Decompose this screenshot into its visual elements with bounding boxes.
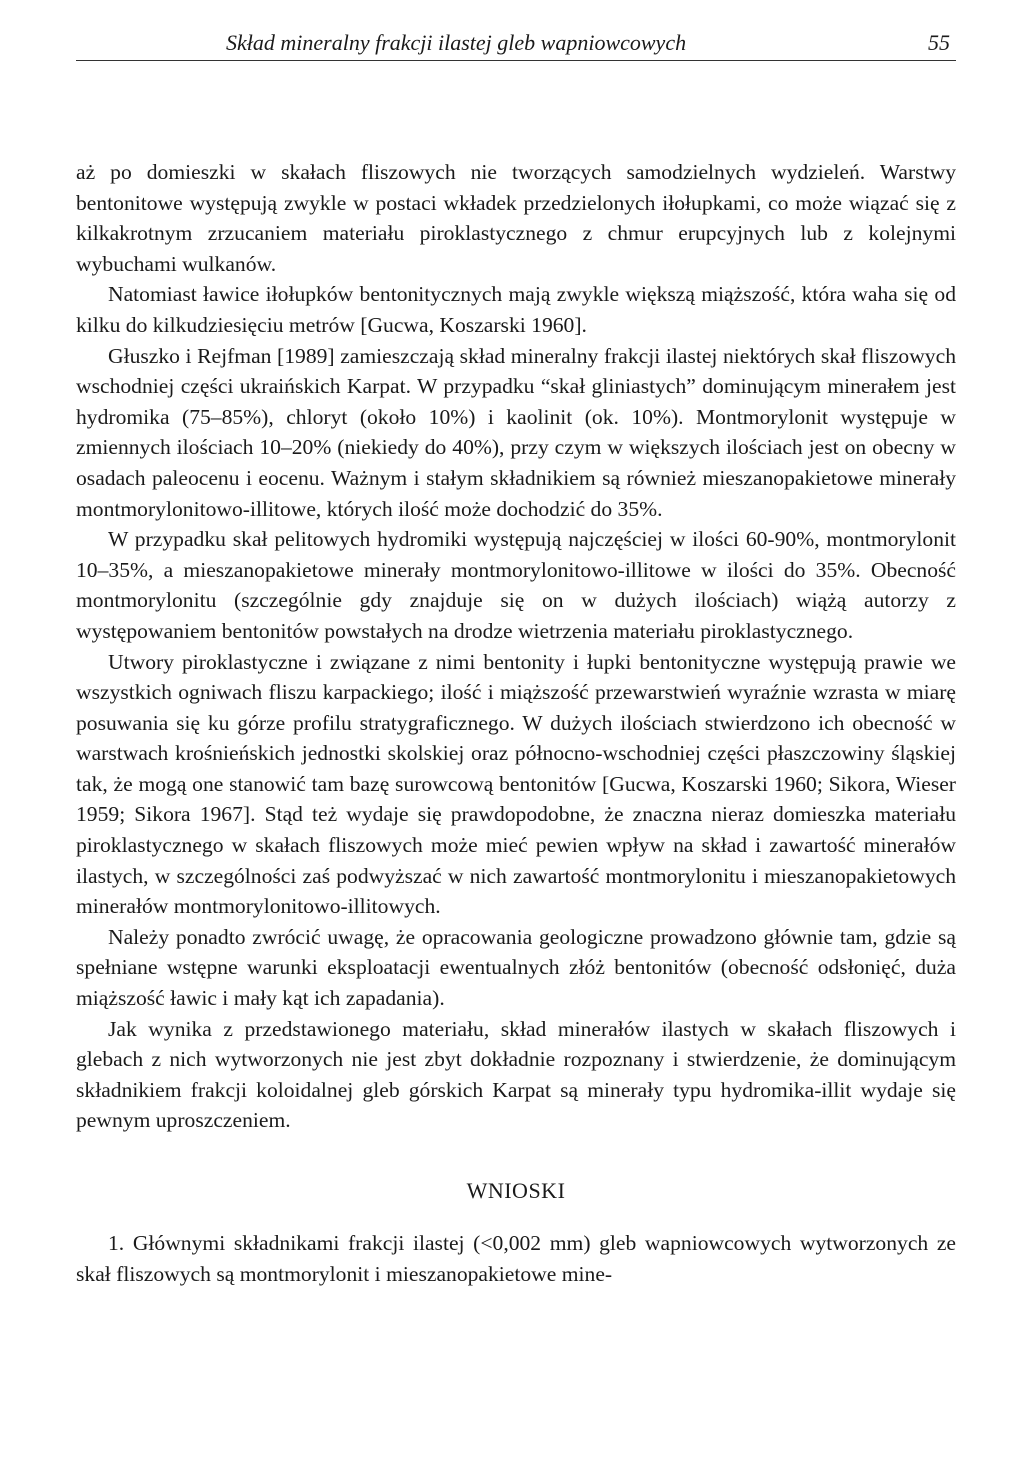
paragraph: Należy ponadto zwrócić uwagę, że opracowania geologiczne prowadzono głównie tam, gdzie są spełniane wstępne warunki eksploatacji ewentualnych złóż bentonitów (obecność odsłonięć, duża miąższość ławic i mały kąt ich zapadania). bbox=[76, 924, 956, 1011]
paragraph: Głuszko i Rejfman [1989] zamieszczają skład mineralny frakcji ilastej niektórych skał fliszowych wschodniej części ukraińskich Karpat. W przypadku “skał gliniastych” dominującym minerałem jest hydromika (75–85%), chloryt (około 10%) i kaolinit (ok. 10%). Montmorylonit występuje w zmiennych ilościach 10–20% (niekiedy do 40%), przy czym w większych ilościach jest on obecny w osadach paleocenu i eocenu. Ważnym i stałym składnikiem są również mieszanopakietowe minerały montmorylonitowo-illitowe, których ilość może dochodzić do 35%. bbox=[76, 343, 956, 521]
page bbox=[76, 28, 956, 1289]
paragraph: Natomiast ławice iłołupków bentonitycznych mają zwykle większą miąższość, która waha się od kilku do kilkudziesięciu metrów [Gucwa, Koszarski 1960]. bbox=[76, 282, 956, 337]
paragraph: Utwory piroklastyczne i związane z nimi bentonity i łupki bentonityczne występują prawie we wszystkich ogniwach fliszu karpackiego; ilość i miąższość przewarstwień wyraźnie wzrasta w miarę posuwania się ku górze profilu stratygraficznego. W dużych ilościach stwierdzono ich obecność w warstwach krośnieńskich jednostki skolskiej oraz północno-wschodniej części płaszczowiny śląskiej tak, że mogą one stanowić tam bazę surowcową bentonitów [Gucwa, Koszarski 1960; Sikora, Wieser 1959; Sikora 1967]. Stąd też wydaje się prawdopodobne, że znaczna nieraz domieszka materiału piroklastycznego w skałach fliszowych może mieć pewien wpływ na skład i zawartość minerałów ilastych, w szczególności zaś podwyższać w nich zawartość montmorylonitu i mieszanopakietowych minerałów montmorylonitowo-illitowych. bbox=[76, 649, 956, 919]
section-heading: WNIOSKI bbox=[466, 1178, 566, 1203]
body-text bbox=[76, 157, 956, 1136]
paragraph: Jak wynika z przedstawionego materiału, skład minerałów ilastych w skałach fliszowych i glebach z nich wytworzonych nie jest zbyt dokładnie rozpoznany i stwierdzenie, że dominującym składnikiem frakcji koloidalnej gleb górskich Karpat są minerały typu hydromika-illit wydaje się pewnym uproszczeniem. bbox=[76, 1016, 956, 1133]
conclusions-list bbox=[76, 1228, 956, 1289]
running-title: Skład mineralny frakcji ilastej gleb wapniowcowych bbox=[226, 30, 687, 55]
running-header bbox=[76, 28, 956, 61]
conclusion-item: 1. Głównymi składnikami frakcji ilastej (<0,002 mm) gleb wapniowcowych wytworzonych ze skał fliszowych są montmorylonit i mieszanopakietowe mine- bbox=[76, 1231, 956, 1286]
paragraph: W przypadku skał pelitowych hydromiki występują najczęściej w ilości 60-90%, montmorylonit 10–35%, a mieszanopakietowe minerały montmorylonitowo-illitowe w ilości do 35%. Obecność montmorylonitu (szczególnie gdy znajduje się on w dużych ilościach) wiążą autorzy z występowaniem bentonitów powstałych na drodze wietrzenia materiału piroklastycznego. bbox=[76, 527, 956, 643]
paragraph: aż po domieszki w skałach fliszowych nie tworzących samodzielnych wydzieleń. Warstwy bentonitowe występują zwykle w postaci wkładek przedzielonych iłołupkami, co może wiązać się z kilkakrotnym zrzucaniem materiału piroklastycznego z chmur erupcyjnych lub z kolejnymi wybuchami wulkanów. bbox=[76, 160, 956, 276]
page-number: 55 bbox=[928, 30, 950, 55]
